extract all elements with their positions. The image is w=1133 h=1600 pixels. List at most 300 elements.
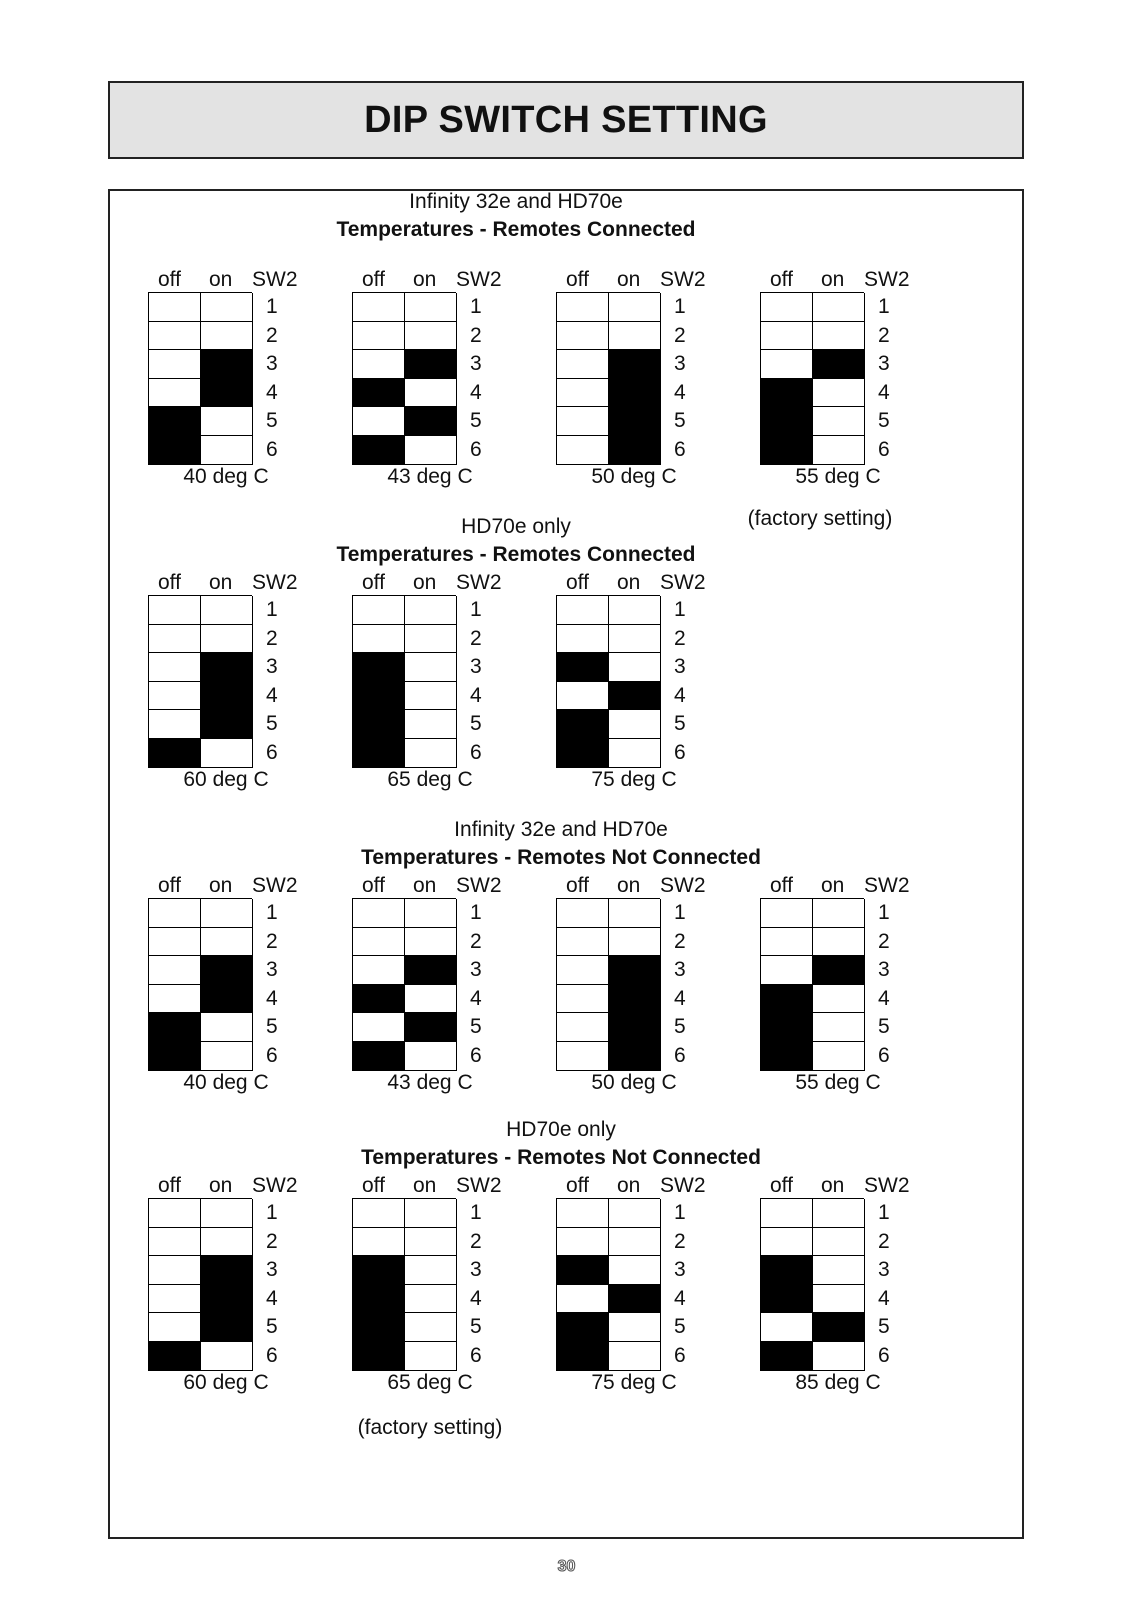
switch-on-cell (813, 1013, 865, 1042)
column-header-on: on (617, 268, 641, 291)
switch-off-cell (149, 956, 201, 985)
switch-off-cell (149, 1199, 201, 1228)
switch-on-cell (813, 407, 865, 436)
switch-on-cell (405, 653, 457, 682)
column-header-off: off (362, 874, 385, 897)
switch-off-cell (353, 1285, 405, 1314)
dip-switch-grid (148, 1198, 252, 1371)
column-header-off: off (158, 268, 181, 291)
switch-row-number: 4 (674, 683, 686, 707)
switch-on-cell (813, 379, 865, 408)
switch-row-number: 4 (470, 986, 482, 1010)
switch-off-cell (557, 710, 609, 739)
column-header-off: off (566, 874, 589, 897)
switch-row-number: 4 (470, 380, 482, 404)
switch-off-cell (149, 739, 201, 768)
switch-row-number: 5 (674, 712, 686, 736)
switch-off-cell (761, 956, 813, 985)
switch-off-cell (353, 322, 405, 351)
switch-on-cell (609, 682, 661, 711)
switch-off-cell (353, 407, 405, 436)
switch-off-cell (353, 653, 405, 682)
switch-off-cell (149, 1228, 201, 1257)
switch-on-cell (201, 899, 253, 928)
column-header-on: on (209, 874, 233, 897)
switch-off-cell (557, 956, 609, 985)
switch-row-number: 3 (266, 958, 278, 982)
switch-row-number: 1 (674, 598, 686, 621)
switch-on-cell (201, 1013, 253, 1042)
temperature-label: 43 deg C (387, 464, 473, 488)
switch-row-number: 5 (674, 1015, 686, 1039)
switch-on-cell (609, 653, 661, 682)
section-model-label: Infinity 32e and HD70e (454, 818, 668, 841)
switch-row-number: 6 (470, 1044, 482, 1067)
switch-on-cell (609, 322, 661, 351)
switch-off-cell (761, 1313, 813, 1342)
switch-row-number: 1 (266, 901, 278, 924)
switch-row-number: 4 (266, 986, 278, 1010)
switch-on-cell (609, 1013, 661, 1042)
switch-off-cell (353, 293, 405, 322)
switch-off-cell (149, 899, 201, 928)
column-header-off: off (770, 1174, 793, 1197)
column-header-on: on (617, 874, 641, 897)
switch-row-number: 3 (674, 655, 686, 679)
switch-on-cell (201, 682, 253, 711)
switch-row-number: 3 (266, 655, 278, 679)
temperature-label: 55 deg C (795, 1070, 881, 1094)
switch-row-number: 6 (470, 438, 482, 461)
switch-off-cell (761, 379, 813, 408)
switch-on-cell (201, 739, 253, 768)
switch-off-cell (557, 985, 609, 1014)
switch-row-number: 1 (266, 1201, 278, 1224)
dip-switch-grid (352, 1198, 456, 1371)
switch-row-number: 5 (878, 409, 890, 433)
switch-on-cell (405, 682, 457, 711)
temperature-label: 65 deg C (387, 1370, 473, 1394)
switch-row-number: 2 (266, 1229, 278, 1253)
switch-on-cell (609, 928, 661, 957)
switch-on-cell (813, 1228, 865, 1257)
switch-on-cell (609, 293, 661, 322)
switch-row-number: 4 (674, 1286, 686, 1310)
switch-row-number: 3 (878, 958, 890, 982)
switch-row-number: 3 (470, 1258, 482, 1282)
section-model-label: HD70e only (461, 515, 571, 538)
switch-off-cell (761, 322, 813, 351)
switch-on-cell (405, 899, 457, 928)
switch-on-cell (201, 956, 253, 985)
switch-row-number: 5 (674, 409, 686, 433)
switch-row-number: 4 (878, 986, 890, 1010)
switch-off-cell (761, 1285, 813, 1314)
switch-off-cell (557, 739, 609, 768)
column-header-sw2: SW2 (252, 1174, 298, 1197)
switch-row-number: 1 (266, 295, 278, 318)
switch-row-number: 2 (674, 1229, 686, 1253)
switch-on-cell (201, 1313, 253, 1342)
switch-row-number: 5 (266, 1015, 278, 1039)
switch-on-cell (405, 1042, 457, 1071)
switch-off-cell (149, 1042, 201, 1071)
switch-off-cell (149, 350, 201, 379)
switch-off-cell (353, 956, 405, 985)
column-header-off: off (566, 1174, 589, 1197)
switch-on-cell (405, 436, 457, 465)
switch-on-cell (609, 1285, 661, 1314)
switch-row-number: 1 (470, 598, 482, 621)
switch-off-cell (353, 1313, 405, 1342)
switch-row-number: 6 (266, 1344, 278, 1367)
switch-on-cell (609, 739, 661, 768)
switch-row-number: 3 (470, 958, 482, 982)
switch-on-cell (405, 293, 457, 322)
switch-off-cell (557, 1013, 609, 1042)
dip-switch-grid (556, 595, 660, 768)
switch-on-cell (609, 710, 661, 739)
column-header-sw2: SW2 (456, 571, 502, 594)
switch-row-number: 1 (266, 598, 278, 621)
temperature-label: 65 deg C (387, 767, 473, 791)
column-header-sw2: SW2 (864, 1174, 910, 1197)
column-header-sw2: SW2 (864, 268, 910, 291)
switch-on-cell (201, 1285, 253, 1314)
switch-on-cell (609, 956, 661, 985)
switch-on-cell (609, 899, 661, 928)
switch-off-cell (353, 710, 405, 739)
switch-on-cell (813, 1256, 865, 1285)
section-heading: Temperatures - Remotes Connected (336, 218, 696, 241)
dip-switch-grid (556, 1198, 660, 1371)
dip-switch-grid (352, 292, 456, 465)
column-header-sw2: SW2 (456, 1174, 502, 1197)
switch-off-cell (149, 407, 201, 436)
dip-switch-grid (148, 898, 252, 1071)
switch-off-cell (149, 596, 201, 625)
switch-off-cell (353, 1199, 405, 1228)
switch-row-number: 5 (470, 712, 482, 736)
switch-on-cell (201, 407, 253, 436)
switch-row-number: 2 (674, 929, 686, 953)
switch-off-cell (557, 653, 609, 682)
switch-off-cell (149, 985, 201, 1014)
switch-on-cell (405, 379, 457, 408)
switch-row-number: 4 (878, 380, 890, 404)
switch-on-cell (201, 928, 253, 957)
switch-on-cell (813, 1285, 865, 1314)
switch-on-cell (813, 293, 865, 322)
switch-on-cell (813, 956, 865, 985)
switch-on-cell (201, 625, 253, 654)
switch-row-number: 2 (470, 1229, 482, 1253)
switch-off-cell (353, 928, 405, 957)
switch-on-cell (609, 1256, 661, 1285)
column-header-sw2: SW2 (660, 1174, 706, 1197)
column-header-on: on (821, 268, 845, 291)
switch-off-cell (353, 1228, 405, 1257)
switch-row-number: 6 (878, 1344, 890, 1367)
switch-on-cell (609, 985, 661, 1014)
switch-off-cell (353, 985, 405, 1014)
switch-row-number: 3 (470, 655, 482, 679)
switch-off-cell (149, 1256, 201, 1285)
switch-row-number: 5 (266, 409, 278, 433)
switch-off-cell (557, 1199, 609, 1228)
temperature-label: 40 deg C (183, 1070, 269, 1094)
switch-on-cell (813, 1313, 865, 1342)
switch-on-cell (813, 1342, 865, 1371)
dip-switch-grid (352, 898, 456, 1071)
switch-on-cell (405, 985, 457, 1014)
switch-on-cell (201, 1228, 253, 1257)
switch-off-cell (149, 928, 201, 957)
switch-on-cell (201, 596, 253, 625)
switch-off-cell (353, 1013, 405, 1042)
column-header-off: off (362, 571, 385, 594)
switch-off-cell (557, 407, 609, 436)
switch-off-cell (557, 436, 609, 465)
switch-row-number: 5 (878, 1315, 890, 1339)
temperature-label: 50 deg C (591, 464, 677, 488)
column-header-on: on (209, 571, 233, 594)
switch-on-cell (609, 1199, 661, 1228)
switch-on-cell (201, 1199, 253, 1228)
switch-on-cell (201, 350, 253, 379)
switch-row-number: 2 (878, 1229, 890, 1253)
switch-on-cell (405, 1285, 457, 1314)
switch-on-cell (405, 928, 457, 957)
switch-off-cell (761, 1013, 813, 1042)
switch-on-cell (405, 350, 457, 379)
switch-on-cell (609, 379, 661, 408)
switch-row-number: 4 (674, 380, 686, 404)
switch-row-number: 6 (674, 1344, 686, 1367)
switch-on-cell (609, 1313, 661, 1342)
dip-switch-grid (148, 292, 252, 465)
switch-on-cell (609, 1228, 661, 1257)
column-header-off: off (158, 571, 181, 594)
section-heading: Temperatures - Remotes Connected (336, 543, 696, 566)
switch-row-number: 2 (674, 626, 686, 650)
switch-row-number: 1 (470, 1201, 482, 1224)
switch-row-number: 1 (674, 901, 686, 924)
switch-row-number: 2 (266, 323, 278, 347)
switch-row-number: 5 (470, 409, 482, 433)
switch-off-cell (761, 407, 813, 436)
temperature-label: 75 deg C (591, 1370, 677, 1394)
switch-on-cell (201, 985, 253, 1014)
switch-off-cell (353, 739, 405, 768)
section-model-label: HD70e only (506, 1118, 616, 1141)
switch-row-number: 1 (470, 295, 482, 318)
switch-row-number: 5 (470, 1015, 482, 1039)
column-header-on: on (209, 268, 233, 291)
section-heading: Temperatures - Remotes Not Connected (361, 846, 761, 869)
switch-on-cell (405, 1199, 457, 1228)
switch-row-number: 6 (674, 1044, 686, 1067)
switch-row-number: 5 (266, 712, 278, 736)
temperature-label: 40 deg C (183, 464, 269, 488)
switch-row-number: 6 (470, 1344, 482, 1367)
switch-on-cell (609, 596, 661, 625)
switch-on-cell (813, 1042, 865, 1071)
switch-off-cell (353, 596, 405, 625)
dip-switch-grid (760, 898, 864, 1071)
column-header-off: off (566, 268, 589, 291)
switch-on-cell (201, 379, 253, 408)
switch-off-cell (353, 1042, 405, 1071)
column-header-off: off (362, 268, 385, 291)
switch-row-number: 2 (266, 929, 278, 953)
switch-row-number: 3 (266, 352, 278, 376)
temperature-label: 60 deg C (183, 767, 269, 791)
switch-off-cell (557, 293, 609, 322)
temperature-label: 85 deg C (795, 1370, 881, 1394)
page-title-box (108, 81, 1024, 159)
switch-row-number: 1 (878, 1201, 890, 1224)
switch-off-cell (557, 596, 609, 625)
switch-row-number: 3 (266, 1258, 278, 1282)
switch-row-number: 3 (674, 958, 686, 982)
dip-switch-grid (556, 292, 660, 465)
column-header-sw2: SW2 (456, 268, 502, 291)
dip-switch-grid (556, 898, 660, 1071)
switch-row-number: 6 (878, 1044, 890, 1067)
switch-off-cell (761, 1256, 813, 1285)
switch-row-number: 5 (674, 1315, 686, 1339)
switch-off-cell (149, 1013, 201, 1042)
switch-on-cell (813, 985, 865, 1014)
switch-on-cell (201, 1042, 253, 1071)
switch-off-cell (761, 1228, 813, 1257)
switch-off-cell (149, 653, 201, 682)
switch-off-cell (557, 350, 609, 379)
switch-off-cell (149, 625, 201, 654)
switch-off-cell (353, 1342, 405, 1371)
switch-off-cell (557, 899, 609, 928)
switch-off-cell (353, 1256, 405, 1285)
switch-off-cell (761, 1342, 813, 1371)
switch-row-number: 2 (674, 323, 686, 347)
switch-row-number: 2 (878, 929, 890, 953)
column-header-off: off (158, 1174, 181, 1197)
switch-off-cell (761, 436, 813, 465)
switch-row-number: 6 (674, 741, 686, 764)
column-header-off: off (566, 571, 589, 594)
switch-row-number: 1 (674, 1201, 686, 1224)
switch-on-cell (201, 293, 253, 322)
switch-off-cell (557, 1342, 609, 1371)
switch-row-number: 1 (878, 901, 890, 924)
switch-on-cell (405, 739, 457, 768)
switch-on-cell (813, 899, 865, 928)
switch-row-number: 6 (266, 438, 278, 461)
column-header-off: off (362, 1174, 385, 1197)
switch-on-cell (405, 1313, 457, 1342)
switch-on-cell (405, 1013, 457, 1042)
switch-off-cell (557, 625, 609, 654)
switch-row-number: 1 (674, 295, 686, 318)
dip-switch-grid (148, 595, 252, 768)
switch-off-cell (557, 322, 609, 351)
switch-on-cell (201, 653, 253, 682)
switch-row-number: 5 (878, 1015, 890, 1039)
switch-row-number: 4 (266, 683, 278, 707)
switch-on-cell (813, 1199, 865, 1228)
switch-on-cell (609, 436, 661, 465)
switch-off-cell (761, 350, 813, 379)
switch-off-cell (149, 1285, 201, 1314)
switch-off-cell (353, 625, 405, 654)
column-header-sw2: SW2 (660, 874, 706, 897)
switch-on-cell (405, 956, 457, 985)
switch-row-number: 3 (470, 352, 482, 376)
switch-off-cell (761, 1199, 813, 1228)
switch-row-number: 6 (674, 438, 686, 461)
switch-off-cell (761, 899, 813, 928)
switch-on-cell (405, 407, 457, 436)
switch-on-cell (201, 436, 253, 465)
switch-off-cell (353, 350, 405, 379)
switch-row-number: 4 (266, 380, 278, 404)
switch-off-cell (761, 928, 813, 957)
temperature-label: 50 deg C (591, 1070, 677, 1094)
switch-off-cell (149, 379, 201, 408)
switch-row-number: 4 (674, 986, 686, 1010)
switch-row-number: 2 (470, 323, 482, 347)
page-title: DIP SWITCH SETTING (364, 98, 768, 141)
switch-on-cell (405, 1342, 457, 1371)
switch-off-cell (353, 436, 405, 465)
switch-off-cell (761, 293, 813, 322)
column-header-on: on (209, 1174, 233, 1197)
column-header-sw2: SW2 (864, 874, 910, 897)
temperature-label: 43 deg C (387, 1070, 473, 1094)
column-header-on: on (413, 874, 437, 897)
column-header-sw2: SW2 (456, 874, 502, 897)
switch-on-cell (609, 1342, 661, 1371)
switch-row-number: 4 (470, 683, 482, 707)
switch-row-number: 2 (470, 626, 482, 650)
column-header-sw2: SW2 (252, 268, 298, 291)
switch-off-cell (149, 436, 201, 465)
switch-off-cell (557, 379, 609, 408)
switch-on-cell (405, 322, 457, 351)
switch-on-cell (201, 1342, 253, 1371)
switch-on-cell (813, 436, 865, 465)
switch-on-cell (405, 596, 457, 625)
column-header-on: on (413, 268, 437, 291)
dip-switch-grid (352, 595, 456, 768)
switch-row-number: 3 (878, 352, 890, 376)
switch-off-cell (149, 293, 201, 322)
switch-row-number: 6 (266, 1044, 278, 1067)
switch-on-cell (813, 350, 865, 379)
column-header-off: off (770, 874, 793, 897)
switch-on-cell (609, 350, 661, 379)
switch-on-cell (609, 1042, 661, 1071)
switch-row-number: 3 (674, 352, 686, 376)
switch-off-cell (557, 682, 609, 711)
switch-row-number: 4 (470, 1286, 482, 1310)
switch-off-cell (557, 1228, 609, 1257)
dip-switch-grid (760, 292, 864, 465)
switch-off-cell (761, 985, 813, 1014)
switch-row-number: 1 (878, 295, 890, 318)
column-header-on: on (821, 874, 845, 897)
